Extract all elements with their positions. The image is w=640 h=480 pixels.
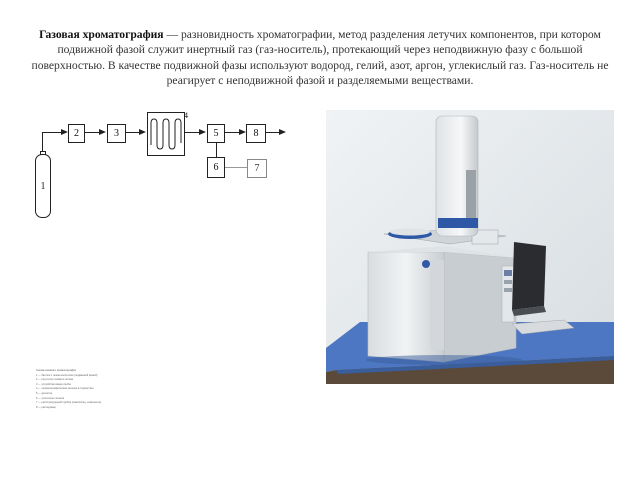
- scheme-label-4: 4: [184, 111, 188, 120]
- flow-line: [185, 132, 200, 133]
- flow-line: [225, 132, 240, 133]
- scheme-legend: [36, 368, 206, 410]
- chromatograph-illustration: [326, 110, 614, 384]
- chromatograph-photo: [326, 110, 614, 384]
- flow-line: [266, 132, 280, 133]
- column-coil-icon: [148, 113, 184, 155]
- flow-arrow: [139, 129, 146, 135]
- flow-line: [42, 132, 62, 133]
- intro-term: Газовая хроматография: [39, 28, 164, 41]
- flow-line: [42, 132, 43, 152]
- flow-line: [216, 143, 217, 157]
- legend-item: 6 — усилитель сигнала: [36, 396, 65, 400]
- legend-item: 5 — детектор: [36, 391, 53, 395]
- legend-item: 2 — регулятор газового потока: [36, 378, 74, 382]
- scheme-box-2: 2: [68, 124, 85, 143]
- scheme-box-8: 8: [246, 124, 266, 143]
- column-thermostat: [147, 112, 185, 156]
- legend-title: Схема газового хроматографа:: [36, 368, 77, 372]
- flow-arrow: [61, 129, 68, 135]
- legend-item: 8 — расходомер: [36, 405, 56, 409]
- gas-cylinder: 1: [35, 154, 51, 218]
- legend-item: 7 — регистрирующий прибор (самописец, компьютер): [36, 401, 102, 405]
- flow-line: [126, 132, 140, 133]
- flow-arrow: [239, 129, 246, 135]
- signal-line: [225, 167, 247, 168]
- scheme-box-6: 6: [207, 157, 225, 178]
- legend-item: 4 — хроматографическая колонка в термостате: [36, 387, 94, 391]
- scheme-box-7: 7: [247, 159, 267, 178]
- intro-text: — разновидность хроматографии, метод разделения летучих компонентов, при котором подвижной фазой служит инертный газ (газ-носитель), протекающий через неподвижную фазу с большой поверхностью. В качестве подвижной фазы используют водород, гелий, азот, аргон, углекислый газ. Газ-носитель не реагирует с неподвижной фазой и разделяемыми веществами.: [31, 28, 609, 87]
- flow-arrow: [279, 129, 286, 135]
- scheme-box-5: 5: [207, 124, 225, 143]
- flow-arrow: [199, 129, 206, 135]
- flow-arrow: [99, 129, 106, 135]
- legend-item: 3 — устройство ввода пробы: [36, 382, 71, 386]
- legend-item: 1 — баллон с газом-носителем (подвижной фазой): [36, 373, 98, 377]
- scheme-box-3: 3: [107, 124, 126, 143]
- flow-line: [85, 132, 100, 133]
